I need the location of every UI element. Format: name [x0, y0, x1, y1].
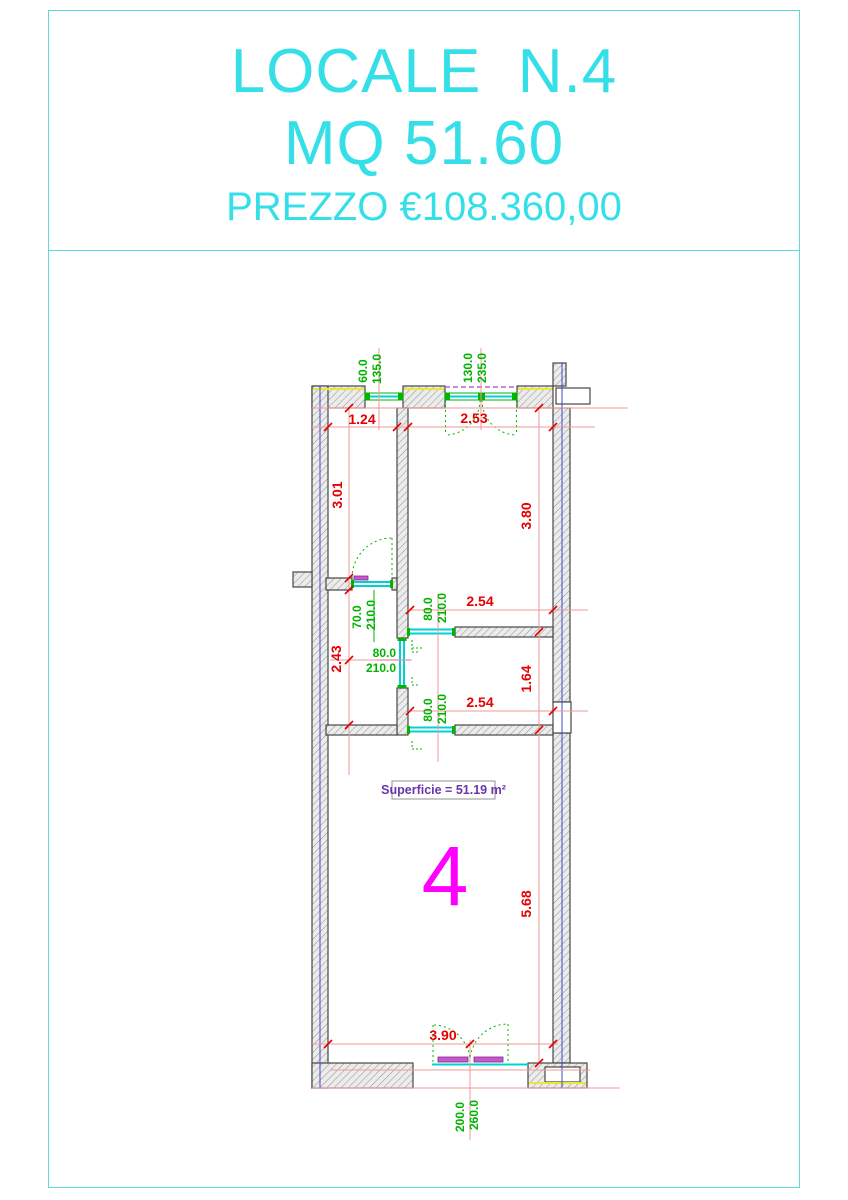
size-window-large-width: 130.0 — [461, 352, 475, 384]
size-window-large-height: 235.0 — [475, 352, 489, 384]
size-door1-height: 210.0 — [364, 599, 378, 631]
size-door3-height: 210.0 — [435, 693, 449, 725]
dim-main-room-width: 3.90 — [429, 1027, 457, 1043]
size-door4-width: 80.0 — [372, 646, 396, 660]
yellow-lines — [313, 389, 586, 1083]
dim-mid-width-upper: 2.54 — [466, 593, 494, 609]
page-title: LOCALE N.4 — [230, 37, 618, 106]
dim-top-right-width: 2.53 — [460, 410, 488, 426]
area-label-box — [381, 781, 506, 799]
balcony-box-top-right — [556, 388, 590, 404]
dim-mid-right-height: 1.64 — [518, 665, 534, 693]
wall-interior-h3-left — [326, 725, 397, 735]
price-title: PREZZO €108.360,00 — [226, 185, 622, 229]
dim-mid-left-height: 2.43 — [328, 645, 344, 673]
window-small — [365, 393, 403, 400]
dim-main-room-height: 5.68 — [518, 890, 534, 918]
size-door3-width: 80.0 — [421, 698, 435, 722]
size-entrance-height: 260.0 — [467, 1099, 481, 1131]
dimension-lines — [312, 348, 628, 1140]
size-door2-height: 210.0 — [435, 592, 449, 624]
room-number-label: 4 — [421, 829, 469, 923]
wall-interior-vertical-upper — [397, 408, 408, 638]
wall-left-stub — [293, 572, 312, 587]
dim-mid-width-lower: 2.54 — [466, 694, 494, 710]
area-title: MQ 51.60 — [283, 109, 565, 178]
size-entrance-width: 200.0 — [453, 1101, 467, 1133]
dim-top-left-width: 1.24 — [348, 411, 376, 427]
size-window-small-width: 60.0 — [356, 359, 370, 383]
area-label: Superficie = 51.19 m² — [381, 783, 506, 797]
walls-group — [293, 363, 587, 1088]
dim-top-left-height: 3.01 — [329, 481, 345, 509]
pillar-top-right — [553, 363, 566, 386]
door-internal-3 — [407, 726, 455, 749]
size-window-small-height: 135.0 — [370, 353, 384, 385]
size-door4-height: 210.0 — [365, 661, 396, 675]
wall-bottom-left — [312, 1063, 413, 1088]
door-internal-2 — [407, 628, 455, 648]
size-door1-width: 70.0 — [350, 605, 364, 629]
size-door2-width: 80.0 — [421, 597, 435, 621]
dim-top-right-height: 3.80 — [518, 502, 534, 530]
wall-interior-vertical-lower — [397, 688, 408, 735]
